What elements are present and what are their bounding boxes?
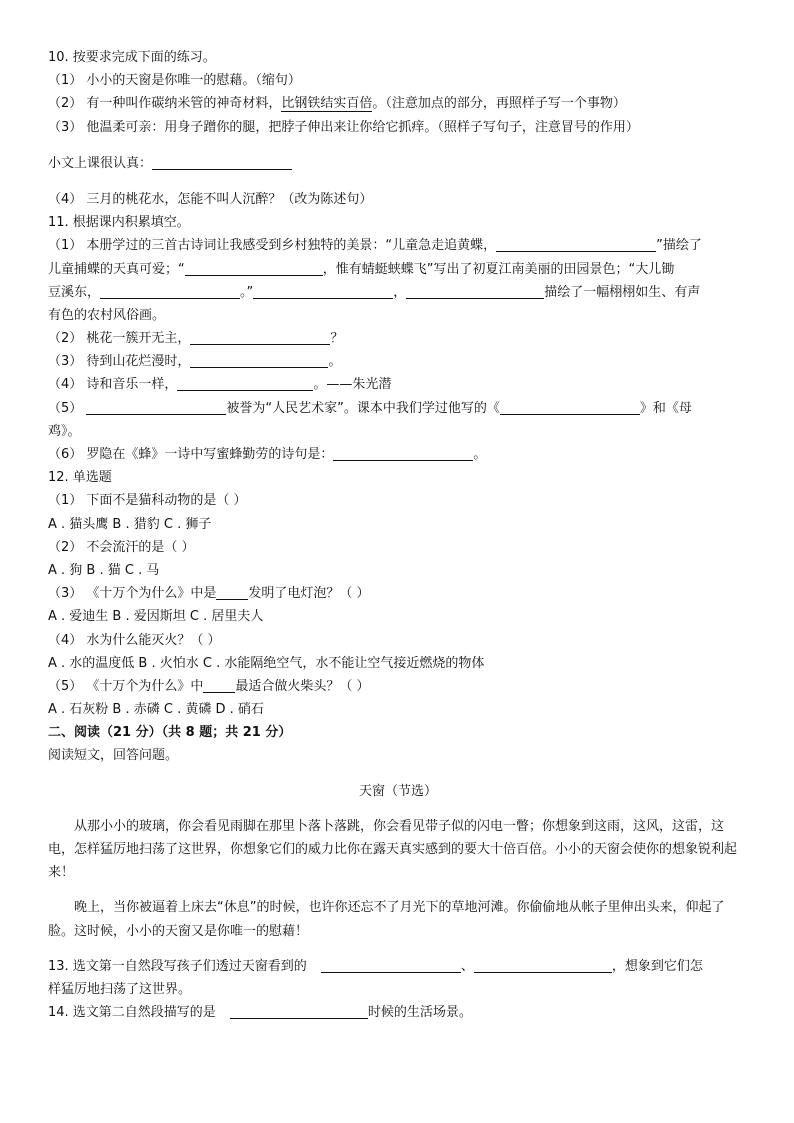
- q12-item-3-question: （3） 《十万个为什么》中是 发明了电灯泡？（ ）: [48, 586, 370, 602]
- q12-item-5-options: A . 石灰粉 B . 赤磷 C . 黄磷 D . 硝石: [48, 702, 264, 718]
- q13-line-1: 13. 选文第一自然段写孩子们透过天窗看到的 、 ，想象到它们怎: [48, 958, 703, 974]
- q12-item-1-options: A . 猫头鹰 B . 猎豹 C . 狮子: [48, 516, 212, 532]
- q11-item-1-line-1: （1） 本册学过的三首古诗词让我感受到乡村独特的美景：“儿童急走追黄蝶， ”描绘了: [48, 238, 702, 254]
- q11-item-6: （6） 罗隐在《蜂》一诗中写蜜蜂勤劳的诗句是： 。: [48, 447, 487, 462]
- q12-title: 12. 单选题: [48, 470, 112, 486]
- section-2-header: 二、阅读（21 分）（共 8 题；共 21 分）: [48, 725, 292, 741]
- answer-blank[interactable]: [190, 352, 328, 368]
- answer-blank[interactable]: [216, 584, 248, 600]
- q14: 14. 选文第二自然段描写的是 时候的生活场景。: [48, 1005, 472, 1021]
- q11-item-1-line-4: 有色的农村风俗画。: [48, 307, 166, 323]
- q11-item-5-line-1: （5） 被誉为“人民艺术家”。课本中我们学过他写的《 》和《母: [48, 400, 692, 416]
- q10-item-3: （3） 他温柔可亲：用身子蹭你的腿，把脖子伸出来让你给它抓痒。（照样子写句子，注意冒号的作用）: [48, 119, 639, 135]
- q10-item-1: （1） 小小的天窗是你唯一的慰藉。（缩句）: [48, 73, 301, 89]
- answer-blank[interactable]: [474, 957, 612, 973]
- q12-item-3-options: A . 爱迪生 B . 爱因斯坦 C . 居里夫人: [48, 609, 264, 625]
- q12-item-2-options: A . 狗 B . 猫 C . 马: [48, 562, 160, 578]
- q11-item-1-line-3: 豆溪东， 。” ， 描绘了一幅栩栩如生、有声: [48, 284, 701, 300]
- answer-blank[interactable]: [190, 329, 330, 345]
- answer-blank[interactable]: [86, 399, 226, 415]
- answer-blank[interactable]: [152, 154, 292, 170]
- q12-item-4-question: （4） 水为什么能灭火？（ ）: [48, 632, 221, 648]
- answer-blank[interactable]: [253, 283, 393, 299]
- q10-item-2: （2） 有一种叫作碳纳米管的神奇材料，比钢铁结实百倍。（注意加点的部分，再照样子写一个事物）: [48, 96, 626, 112]
- reading-instruction: 阅读短文，回答问题。: [48, 748, 179, 764]
- answer-blank[interactable]: [333, 445, 473, 461]
- article-paragraph-1: 从那小小的玻璃，你会看见雨脚在那里卜落卜落跳，你会看见带子似的闪电一瞥；你想象到这雨，这风，这雷，这电，怎样猛厉地扫荡了这世界，你想象它们的威力比你在露天真实感到的要大十倍百倍。小小的天窗会使你的想象锐利起来！: [48, 818, 738, 881]
- q11-item-1-line-2: 儿童捕蝶的天真可爱；“ ，惟有蜻蜓蛱蝶飞”写出了初夏江南美丽的田园景色；“大儿锄: [48, 261, 675, 277]
- answer-blank[interactable]: [230, 1003, 368, 1019]
- answer-blank[interactable]: [203, 677, 235, 693]
- q12-item-4-options: A . 水的温度低 B . 火怕水 C . 水能隔绝空气，水不能让空气接近燃烧的物体: [48, 655, 485, 671]
- q11-title: 11. 根据课内积累填空。: [48, 215, 190, 231]
- q11-item-2: （2） 桃花一簇开无主， ？: [48, 331, 344, 347]
- q11-item-3: （3） 待到山花烂漫时， 。: [48, 354, 342, 370]
- q10-answer-line: 小文上课很认真：: [48, 152, 748, 175]
- answer-blank[interactable]: [406, 283, 544, 299]
- q12-item-1-question: （1） 下面不是猫科动物的是（ ）: [48, 493, 247, 509]
- answer-blank[interactable]: [496, 236, 656, 252]
- q11-item-4: （4） 诗和音乐一样， 。——朱光潜: [48, 377, 392, 393]
- answer-blank[interactable]: [177, 375, 313, 391]
- q10-item-4: （4） 三月的桃花水，怎能不叫人沉醉？（改为陈述句）: [48, 191, 373, 207]
- q10-underlined-phrase: 比钢铁结实百倍: [281, 96, 373, 112]
- q11-item-5-line-2: 鸡》。: [48, 423, 81, 439]
- article-paragraph-2: 晚上，当你被逼着上床去“休息”的时候，也许你还忘不了月光下的草地河滩。你偷偷地从帐子里伸出头来，仰起了脸。这时候，小小的天窗又是你唯一的慰藉！: [48, 900, 725, 939]
- q13-line-2: 样猛厉地扫荡了这世界。: [48, 982, 192, 998]
- answer-blank[interactable]: [185, 260, 323, 276]
- answer-blank[interactable]: [321, 957, 461, 973]
- q10-title: 10. 按要求完成下面的练习。: [48, 50, 216, 65]
- article-title: 天窗（节选）: [358, 783, 437, 799]
- q12-item-2-question: （2） 不会流汗的是（ ）: [48, 539, 195, 555]
- q12-item-5-question: （5） 《十万个为什么》中 最适合做火柴头？（ ）: [48, 678, 370, 694]
- answer-blank[interactable]: [500, 399, 640, 415]
- worksheet-page: [48, 46, 748, 1024]
- answer-blank[interactable]: [100, 283, 240, 299]
